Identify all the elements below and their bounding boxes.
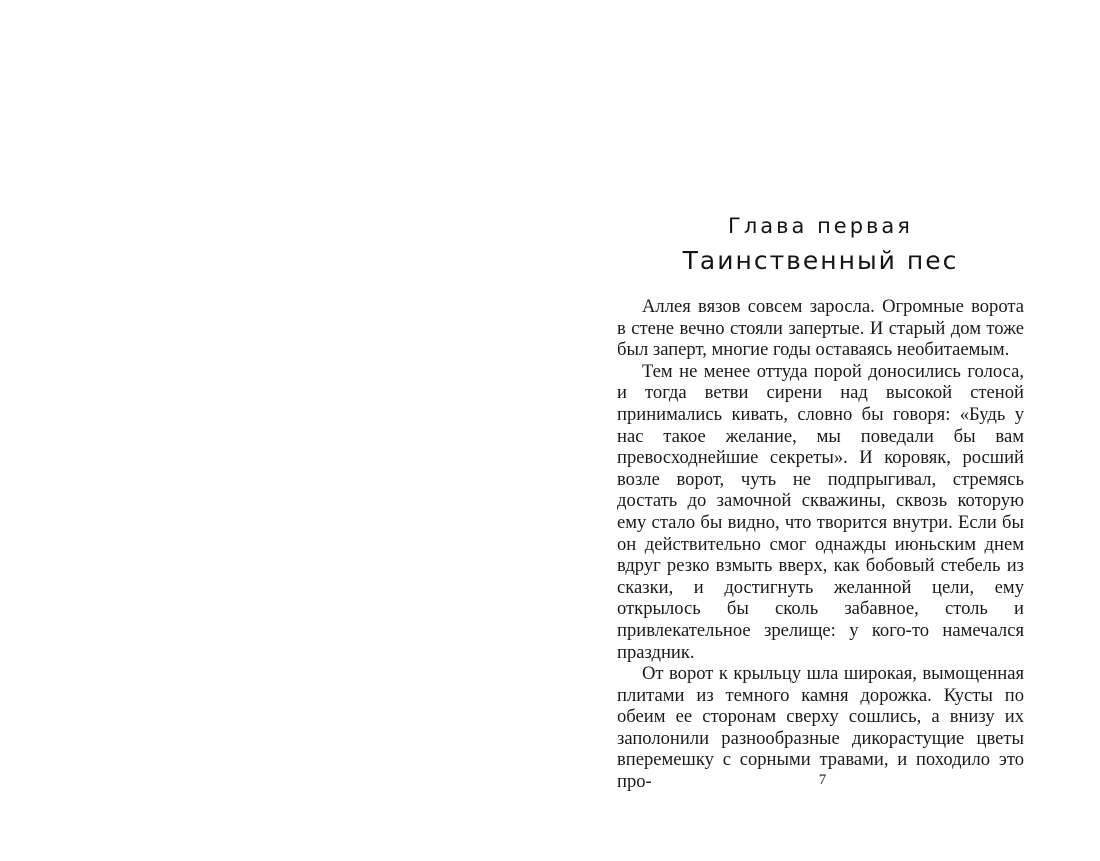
chapter-title: Таинственный пес (682, 246, 959, 275)
paragraph: Аллея вязов совсем заросла. Огромные ворота в стене вечно стояли запертые. И старый дом тоже был заперт, многие годы оставаясь необитаемым. (617, 296, 1024, 361)
paragraph: От ворот к крыльцу шла широкая, вымощенная плитами из темного камня дорожка. Кусты по обеим ее сторонам сверху сошлись, а внизу их заполонили разнообразные дикорастущие цветы вперемешку с сорными травами, и походило это про- (617, 663, 1024, 793)
chapter-number: Глава первая (728, 214, 913, 238)
body-text (617, 296, 1024, 793)
paragraph: Тем не менее оттуда порой доносились голоса, и тогда ветви сирени над высокой стеной принимались кивать, словно бы говоря: «Будь у нас такое желание, мы поведали бы вам превосходнейшие секреты». И коровяк, росший возле ворот, чуть не подпрыгивал, стремясь достать до замочной скважины, сквозь которую ему стало бы видно, что творится внутри. Если бы он действительно смог однажды июньским днем вдруг резко взмыть вверх, как бобовый стебель из сказки, и достигнуть желанной цели, ему открылось бы сколь забавное, столь и привлекательное зрелище: у кого-то намечался праздник. (617, 360, 1024, 663)
chapter-heading (617, 212, 1024, 278)
right-page (617, 0, 1024, 861)
page-number: 7 (818, 772, 827, 788)
